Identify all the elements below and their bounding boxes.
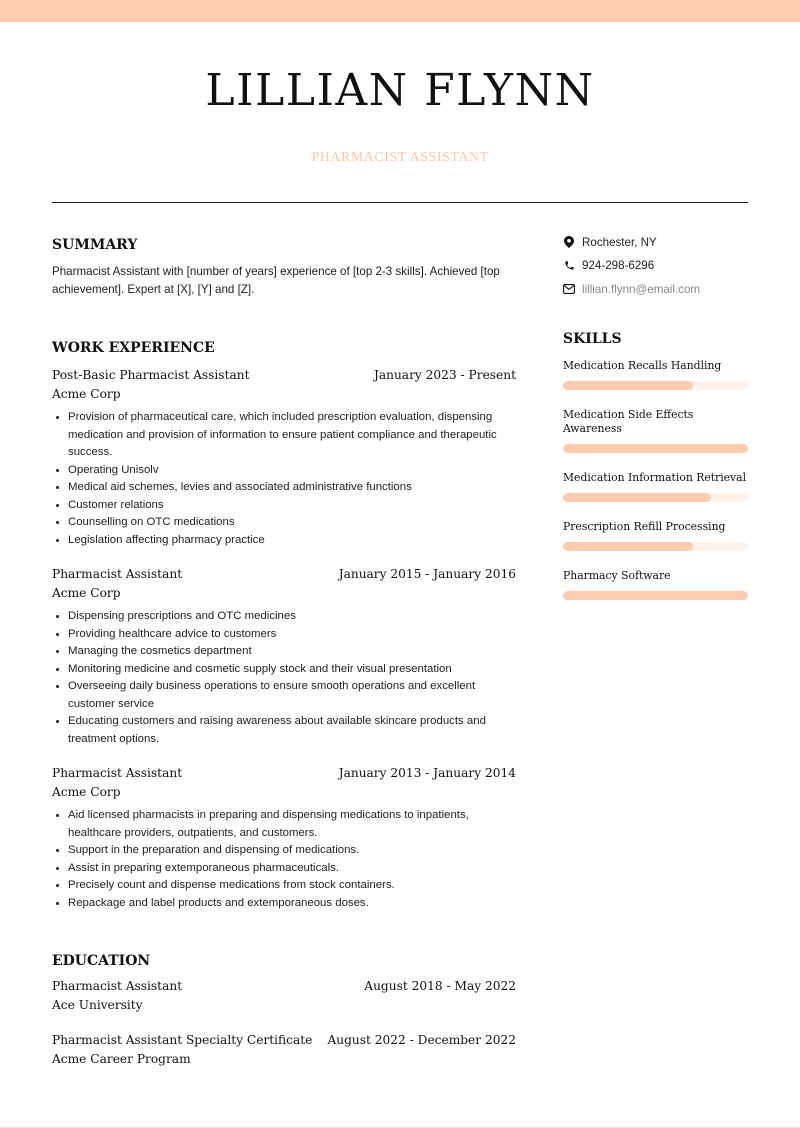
job-dates: January 2013 - January 2014: [338, 766, 516, 780]
job-bullets: [52, 608, 516, 748]
job-company: Acme Corp: [52, 586, 121, 600]
job-dates: January 2015 - January 2016: [338, 567, 516, 581]
list-item: • Aid licensed pharmacists in preparing and dispensing medications to inpatients, healthcare providers, outpatients, and customers.: [68, 807, 516, 842]
job-entry: [52, 368, 516, 549]
job-company: Acme Corp: [52, 387, 121, 401]
list-item: • Managing the cosmetics department: [68, 643, 516, 661]
sidebar-column: [563, 234, 748, 618]
candidate-name: LILLIAN FLYNN: [205, 65, 595, 116]
list-item: • Customer relations: [68, 497, 516, 515]
skills-list: [563, 359, 748, 600]
skill-bar-track: [563, 591, 748, 600]
phone-text: 924-298-6296: [582, 259, 655, 272]
top-accent-bar: [0, 0, 800, 22]
phone-icon: [563, 260, 575, 272]
skill-bar-track: [563, 493, 748, 502]
list-item: • Monitoring medicine and cosmetic supply stock and their visual presentation: [68, 661, 516, 679]
education-entry: [52, 979, 516, 1012]
education-dates: August 2022 - December 2022: [327, 1033, 516, 1047]
skill-label: Medication Side Effects Awareness: [563, 408, 694, 435]
contact-email: [563, 281, 748, 297]
map-pin-icon: [563, 236, 575, 248]
education-heading: EDUCATION: [52, 953, 151, 969]
education-school: Ace University: [52, 998, 143, 1012]
skill-item: [563, 520, 748, 551]
list-item: • Overseeing daily business operations to ensure smooth operations and excellent customer service: [68, 678, 516, 713]
summary-heading: SUMMARY: [52, 237, 138, 253]
summary-text: Pharmacist Assistant with [number of years] experience of [top 2-3 skills]. Achieved [top achievement]. Expert at [X], [Y] and [Z].: [52, 265, 500, 296]
job-role: Post-Basic Pharmacist Assistant: [52, 368, 250, 382]
skill-bar-fill: [563, 591, 748, 600]
candidate-title: PHARMACIST ASSISTANT: [311, 150, 489, 165]
skill-label: Pharmacy Software: [563, 569, 671, 582]
list-item: • Operating Unisolv: [68, 462, 516, 480]
job-entry: [52, 567, 516, 748]
job-role: Pharmacist Assistant: [52, 766, 183, 780]
skill-item: [563, 408, 748, 453]
skill-bar-fill: [563, 493, 711, 502]
job-bullets: [52, 807, 516, 912]
job-bullets: [52, 409, 516, 549]
list-item: • Educating customers and raising awareness about available skincare products and treatment options.: [68, 713, 516, 748]
job-dates: January 2023 - Present: [373, 368, 516, 382]
list-item: • Assist in preparing extemporaneous pharmaceuticals.: [68, 860, 516, 878]
skill-bar-fill: [563, 542, 693, 551]
main-column: [52, 236, 516, 1066]
education-dates: August 2018 - May 2022: [364, 979, 516, 993]
work-heading: WORK EXPERIENCE: [52, 340, 215, 356]
list-item: • Providing healthcare advice to customers: [68, 626, 516, 644]
skill-bar-track: [563, 444, 748, 453]
list-item: • Medical aid schemes, levies and associated administrative functions: [68, 479, 516, 497]
education-school: Acme Career Program: [52, 1052, 191, 1066]
skill-bar-track: [563, 542, 748, 551]
skill-bar-fill: [563, 444, 748, 453]
education-entry: [52, 1033, 516, 1066]
list-item: • Provision of pharmaceutical care, which included prescription evaluation, dispensing medication and provision of information to ensure patient compliance and therapeutic success.: [68, 409, 516, 462]
contact-location: [563, 234, 748, 250]
skill-item: [563, 359, 748, 390]
education-degree: Pharmacist Assistant: [52, 979, 183, 993]
location-text: Rochester, NY: [582, 235, 657, 249]
list-item: • Support in the preparation and dispensing of medications.: [68, 842, 516, 860]
envelope-icon: [563, 283, 575, 295]
education-degree: Pharmacist Assistant Specialty Certificate: [52, 1033, 313, 1047]
job-entry: [52, 766, 516, 912]
skills-heading: SKILLS: [563, 331, 622, 347]
job-company: Acme Corp: [52, 785, 121, 799]
skill-bar-track: [563, 381, 748, 390]
skill-label: Medication Recalls Handling: [563, 359, 722, 372]
job-role: Pharmacist Assistant: [52, 567, 183, 581]
skill-item: [563, 569, 748, 600]
list-item: • Repackage and label products and extemporaneous doses.: [68, 895, 516, 913]
header-divider: [52, 202, 748, 203]
skill-label: Medication Information Retrieval: [563, 471, 747, 484]
email-link[interactable]: lillian.flynn@email.com: [582, 282, 701, 296]
skill-label: Prescription Refill Processing: [563, 520, 726, 533]
list-item: • Counselling on OTC medications: [68, 514, 516, 532]
list-item: • Legislation affecting pharmacy practice: [68, 532, 516, 550]
list-item: • Dispensing prescriptions and OTC medicines: [68, 608, 516, 626]
list-item: • Precisely count and dispense medications from stock containers.: [68, 877, 516, 895]
skill-item: [563, 471, 748, 502]
skill-bar-fill: [563, 381, 693, 390]
contact-phone: [563, 258, 748, 274]
